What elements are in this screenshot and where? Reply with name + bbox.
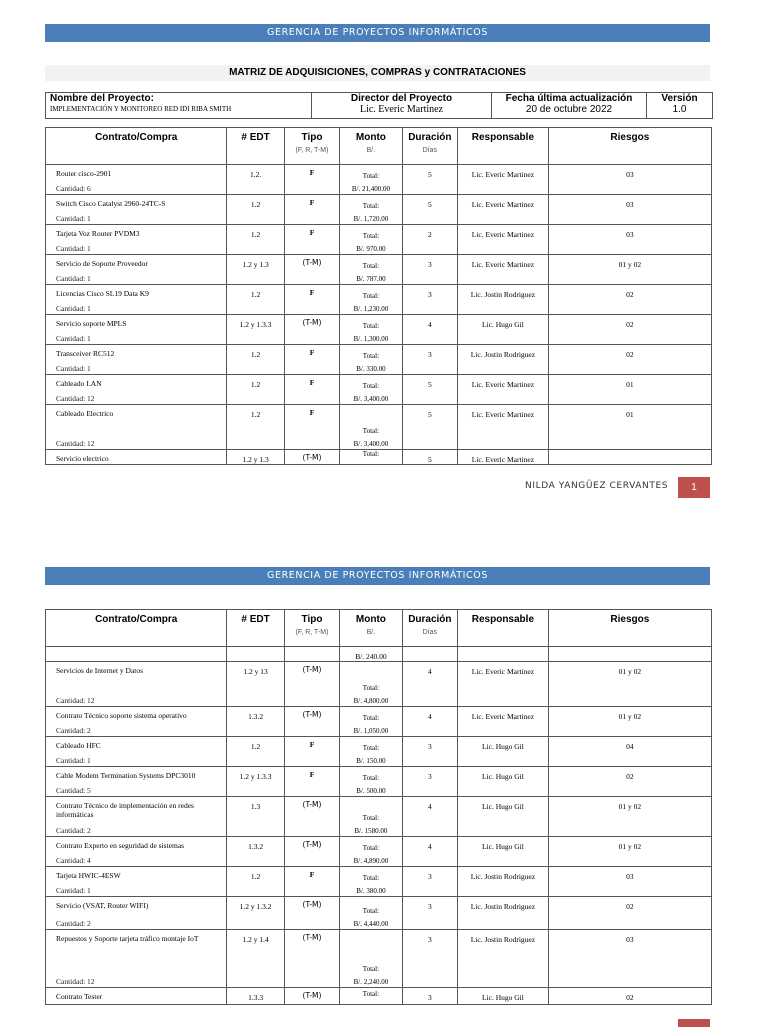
table-row [46,988,712,1005]
table-row [46,897,712,930]
table-row [46,405,712,450]
responsable-cell: Lic. Jostin Rodriguez [458,897,549,930]
monto-label: Total: [362,292,380,300]
monto-cell [340,195,402,225]
footer-author: NILDA YANGÜEZ CERVANTES [525,481,669,491]
responsable-cell: Lic. Hugo Gil [458,767,549,797]
duracion-cell: 4 [402,837,457,867]
monto-label: Total: [362,744,380,752]
tipo-cell: (T-M) [284,930,339,988]
contrato-cell [46,195,227,225]
monto-value: B/. 1,230.00 [353,305,389,313]
riesgos-cell: 04 [548,737,711,767]
project-name-cell [46,93,312,119]
responsable-cell: Lic. Everic Martinez [458,225,549,255]
tipo-cell: F [284,405,339,450]
contrato-cell [46,737,227,767]
tipo-cell: (T-M) [284,315,339,345]
page-number: 1 [678,477,710,498]
edt-cell: 1.2 [227,285,284,315]
duracion-cell: 5 [402,450,457,465]
monto-cell [340,897,402,930]
edt-cell: 1.2 [227,225,284,255]
contrato-cell [46,315,227,345]
contrato-qty: Cantidad: 2 [56,826,91,835]
monto-label: Total: [362,352,380,360]
monto-value: B/. 2,240.00 [353,978,389,986]
monto-cell [340,255,402,285]
duracion-cell: 4 [402,797,457,837]
responsable-cell: Lic. Everic Martinez [458,662,549,707]
riesgos-cell: 03 [548,195,711,225]
monto-label: Total: [362,382,380,390]
procurement-table-page1 [45,127,712,465]
monto-cell [340,405,402,450]
monto-value: B/. 3,400.00 [353,440,389,448]
col-riesgos: Riesgos [548,610,711,647]
contrato-name: Contrato Tester [56,992,103,1001]
responsable-cell: Lic. Jostin Rodriguez [458,930,549,988]
contrato-name: Contrato Experto en seguridad de sistemas [56,841,185,850]
responsable-cell: Lic. Everic Martinez [458,450,549,465]
table-row [46,255,712,285]
table-header [46,128,712,165]
contrato-cell [46,345,227,375]
duracion-cell: 3 [402,988,457,1005]
monto-label: Total: [362,774,380,782]
table-row [46,195,712,225]
edt-cell: 1.2 y 1.3 [227,255,284,285]
riesgos-cell: 03 [548,165,711,195]
responsable-cell: Lic. Hugo Gil [458,315,549,345]
contrato-cell [46,165,227,195]
table-row [46,767,712,797]
contrato-cell [46,405,227,450]
table-row [46,375,712,405]
table-row [46,930,712,988]
monto-cell [340,767,402,797]
contrato-qty: Cantidad: 4 [56,856,91,865]
tipo-cell: F [284,285,339,315]
table-row [46,225,712,255]
director-label: Director del Proyecto [350,93,453,104]
document-title: MATRIZ DE ADQUISICIONES, COMPRAS y CONTRATACIONES [45,65,710,81]
project-info-table [45,92,713,119]
contrato-name: Cableado Electrico [56,409,114,418]
contrato-cell [46,707,227,737]
contrato-qty: Cantidad: 5 [56,786,91,795]
edt-cell: 1.2 [227,345,284,375]
col-duracion: Duración Días [402,128,457,165]
monto-cell [340,797,402,837]
date-value: 20 de octubre 2022 [525,104,613,115]
project-name-label: Nombre del Proyecto: [50,93,154,104]
tipo-cell: F [284,737,339,767]
responsable-cell: Lic. Everic Martinez [458,165,549,195]
table-header-page2 [46,610,712,647]
riesgos-cell: 03 [548,930,711,988]
edt-cell: 1.2 y 1.3.3 [227,767,284,797]
monto-cell [340,867,402,897]
monto-cell [340,225,402,255]
edt-cell: 1.2. [227,165,284,195]
monto-label: Total: [362,232,380,240]
monto-value: B/. 21,400.00 [351,185,390,193]
date-label: Fecha última actualización [505,93,633,104]
contrato-qty: Cantidad: 1 [56,364,91,373]
contrato-qty: Cantidad: 1 [56,214,91,223]
contrato-qty: Cantidad: 1 [56,274,91,283]
tipo-cell: F [284,225,339,255]
monto-value: B/. 330.00 [356,365,386,373]
duracion-cell: 4 [402,707,457,737]
contrato-name: Switch Cisco Catalyst 2960-24TC-S [56,199,166,208]
tipo-cell: (T-M) [284,255,339,285]
col-monto: Monto B/. [340,610,402,647]
edt-cell: 1.2 y 1.3 [227,450,284,465]
duracion-cell: 5 [402,375,457,405]
tipo-cell: F [284,767,339,797]
col-monto: Monto B/. [340,128,402,165]
edt-cell: 1.2 y 1.3.2 [227,897,284,930]
monto-value: B/. 1,300.00 [353,335,389,343]
table-row [46,737,712,767]
riesgos-cell: 01 y 02 [548,255,711,285]
monto-cell [340,737,402,767]
date-cell [492,93,647,119]
monto-value: B/. 150.00 [356,757,386,765]
col-edt: # EDT [227,610,284,647]
monto-cell [340,375,402,405]
contrato-name: Cable Modem Termination Systems DPC3010 [56,771,196,780]
table-row [46,450,712,465]
monto-value: B/. 3,400.00 [353,395,389,403]
contrato-name: Servicio electrico [56,454,109,463]
tipo-cell: F [284,345,339,375]
contrato-cell [46,255,227,285]
monto-cell [340,165,402,195]
edt-cell: 1.2 [227,737,284,767]
version-cell [647,93,713,119]
monto-cell [340,988,402,1005]
monto-label: Total: [362,990,380,998]
director-value: Lic. Everic Martinez [359,104,443,115]
contrato-qty: Cantidad: 12 [56,696,95,705]
project-name-value: IMPLEMENTACIÓN Y MONITOREO RED IDI RIBA SMITH [50,105,232,113]
contrato-name: Licencias Cisco SL19 Data K9 [56,289,149,298]
col-contrato: Contrato/Compra [46,610,227,647]
monto-label: Total: [362,202,380,210]
riesgos-cell: 01 y 02 [548,707,711,737]
riesgos-cell: 02 [548,315,711,345]
contrato-name: Router cisco-2901 [56,169,112,178]
carry-monto: B/. 240.00 [340,647,402,662]
responsable-cell: Lic. Everic Martinez [458,255,549,285]
responsable-cell: Lic. Everic Martinez [458,195,549,225]
tipo-cell: F [284,867,339,897]
contrato-name: Repuestos y Soporte tarjeta tráfico montaje IoT [56,934,199,943]
contrato-cell [46,867,227,897]
org-banner: GERENCIA DE PROYECTOS INFORMÁTICOS [45,24,710,42]
duracion-cell: 4 [402,315,457,345]
riesgos-cell: 03 [548,225,711,255]
monto-value: B/. 4,800.00 [353,697,389,705]
riesgos-cell: 01 [548,375,711,405]
monto-value: B/. 4,440.00 [353,920,389,928]
org-banner-page2: GERENCIA DE PROYECTOS INFORMÁTICOS [45,567,710,585]
contrato-name: Servicio (VSAT, Router WIFI) [56,901,149,910]
table-row [46,707,712,737]
monto-cell [340,450,402,465]
tipo-cell: (T-M) [284,988,339,1005]
monto-value: B/. 500.00 [356,787,386,795]
duracion-cell: 5 [402,165,457,195]
tipo-cell: F [284,165,339,195]
responsable-cell: Lic. Hugo Gil [458,988,549,1005]
col-duracion: Duración Días [402,610,457,647]
riesgos-cell: 01 y 02 [548,837,711,867]
contrato-cell [46,450,227,465]
monto-label: Total: [362,450,380,458]
monto-label: Total: [362,874,380,882]
col-responsable: Responsable [458,128,549,165]
monto-value: B/. 1580.00 [354,827,388,835]
monto-value: B/. 970.00 [356,245,386,253]
responsable-cell: Lic. Jostin Rodriguez [458,285,549,315]
responsable-cell: Lic. Jostin Rodriguez [458,345,549,375]
procurement-table-page2 [45,609,712,1005]
riesgos-cell: 02 [548,285,711,315]
contrato-cell [46,988,227,1005]
riesgos-cell: 02 [548,988,711,1005]
col-tipo: Tipo (F, R, T-M) [284,128,339,165]
riesgos-cell: 01 y 02 [548,797,711,837]
contrato-name: Transceiver RC512 [56,349,115,358]
edt-cell: 1.3.2 [227,837,284,867]
contrato-cell [46,837,227,867]
director-cell [312,93,492,119]
edt-cell: 1.3.3 [227,988,284,1005]
duracion-cell: 4 [402,662,457,707]
table-row [46,165,712,195]
table-row [46,837,712,867]
edt-cell: 1.2 [227,195,284,225]
monto-label: Total: [362,844,380,852]
table-row [46,345,712,375]
monto-label: Total: [362,814,380,822]
edt-cell: 1.2 y 13 [227,662,284,707]
col-tipo: Tipo (F, R, T-M) [284,610,339,647]
edt-cell: 1.2 y 1.3.3 [227,315,284,345]
monto-label: Total: [362,684,380,692]
duracion-cell: 3 [402,767,457,797]
monto-value: B/. 787.00 [356,275,386,283]
table-row [46,867,712,897]
tipo-cell: (T-M) [284,837,339,867]
riesgos-cell: 02 [548,345,711,375]
responsable-cell: Lic. Everic Martinez [458,375,549,405]
tipo-cell: F [284,195,339,225]
contrato-qty: Cantidad: 1 [56,886,91,895]
responsable-cell: Lic. Everic Martinez [458,707,549,737]
contrato-name: Tarjeta Voz Router PVDM3 [56,229,140,238]
riesgos-cell: 01 [548,405,711,450]
edt-cell: 1.2 [227,375,284,405]
col-edt: # EDT [227,128,284,165]
contrato-qty: Cantidad: 1 [56,756,91,765]
responsable-cell: Lic. Jostin Rodriguez [458,867,549,897]
contrato-qty: Cantidad: 2 [56,726,91,735]
contrato-name: Cableado LAN [56,379,102,388]
tipo-cell: (T-M) [284,662,339,707]
monto-label: Total: [362,172,380,180]
riesgos-cell: 02 [548,767,711,797]
edt-cell: 1.2 [227,405,284,450]
contrato-name: Servicio de Soporte Proveedor [56,259,148,268]
duracion-cell: 3 [402,897,457,930]
monto-value: B/. 1,720.00 [353,215,389,223]
monto-value: B/. 380.00 [356,887,386,895]
monto-cell [340,662,402,707]
duracion-cell: 3 [402,255,457,285]
duracion-cell: 3 [402,345,457,375]
monto-cell [340,285,402,315]
monto-label: Total: [362,907,380,915]
contrato-name: Servicio soporte MPLS [56,319,127,328]
contrato-qty: Cantidad: 12 [56,394,95,403]
responsable-cell: Lic. Hugo Gil [458,837,549,867]
table-row [46,797,712,837]
duracion-cell: 2 [402,225,457,255]
duracion-cell: 3 [402,737,457,767]
edt-cell: 1.3 [227,797,284,837]
contrato-cell [46,285,227,315]
contrato-cell [46,225,227,255]
duracion-cell: 3 [402,285,457,315]
contrato-cell [46,375,227,405]
contrato-cell [46,897,227,930]
monto-value: B/. 1,050.00 [353,727,389,735]
contrato-name: Cableado HFC [56,741,101,750]
monto-label: Total: [362,427,380,435]
contrato-qty: Cantidad: 12 [56,977,95,986]
responsable-cell: Lic. Hugo Gil [458,797,549,837]
monto-cell [340,707,402,737]
duracion-cell: 5 [402,195,457,225]
riesgos-cell: 01 y 02 [548,662,711,707]
version-label: Versión [661,93,698,104]
riesgos-cell: 03 [548,867,711,897]
tipo-cell: F [284,375,339,405]
contrato-qty: Cantidad: 2 [56,919,91,928]
contrato-name: Servicios de Internet y Datos [56,666,144,675]
monto-label: Total: [362,262,380,270]
contrato-cell [46,767,227,797]
table-row [46,285,712,315]
contrato-cell [46,797,227,837]
duracion-cell: 5 [402,405,457,450]
contrato-name: Tarjeta HWIC-4ESW [56,871,121,880]
contrato-qty: Cantidad: 1 [56,304,91,313]
riesgos-cell [548,450,711,465]
monto-label: Total: [362,322,380,330]
col-contrato: Contrato/Compra [46,128,227,165]
table-row [46,662,712,707]
monto-label: Total: [362,714,380,722]
edt-cell: 1.2 [227,867,284,897]
contrato-cell [46,662,227,707]
monto-cell [340,345,402,375]
table-row-carry [46,647,712,662]
monto-value: B/. 4,890.00 [353,857,389,865]
tipo-cell: (T-M) [284,707,339,737]
page-number-page2 [678,1019,710,1027]
contrato-name: Contrato Técnico de implementación en redes informáticas [56,801,194,819]
table-row [46,315,712,345]
riesgos-cell: 02 [548,897,711,930]
edt-cell: 1.2 y 1.4 [227,930,284,988]
col-responsable: Responsable [458,610,549,647]
contrato-name: Contrato Técnico soporte sistema operativo [56,711,187,720]
duracion-cell: 3 [402,930,457,988]
edt-cell: 1.3.2 [227,707,284,737]
tipo-cell: (T-M) [284,797,339,837]
monto-label: Total: [362,965,380,973]
col-riesgos: Riesgos [548,128,711,165]
monto-cell [340,837,402,867]
contrato-qty: Cantidad: 1 [56,244,91,253]
contrato-cell [46,930,227,988]
version-value: 1.0 [672,104,687,115]
monto-cell [340,315,402,345]
tipo-cell: (T-M) [284,897,339,930]
tipo-cell: (T-M) [284,450,339,465]
responsable-cell: Lic. Hugo Gil [458,737,549,767]
monto-cell [340,930,402,988]
contrato-qty: Cantidad: 12 [56,439,95,448]
contrato-qty: Cantidad: 1 [56,334,91,343]
responsable-cell: Lic. Everic Martinez [458,405,549,450]
contrato-qty: Cantidad: 6 [56,184,91,193]
duracion-cell: 3 [402,867,457,897]
